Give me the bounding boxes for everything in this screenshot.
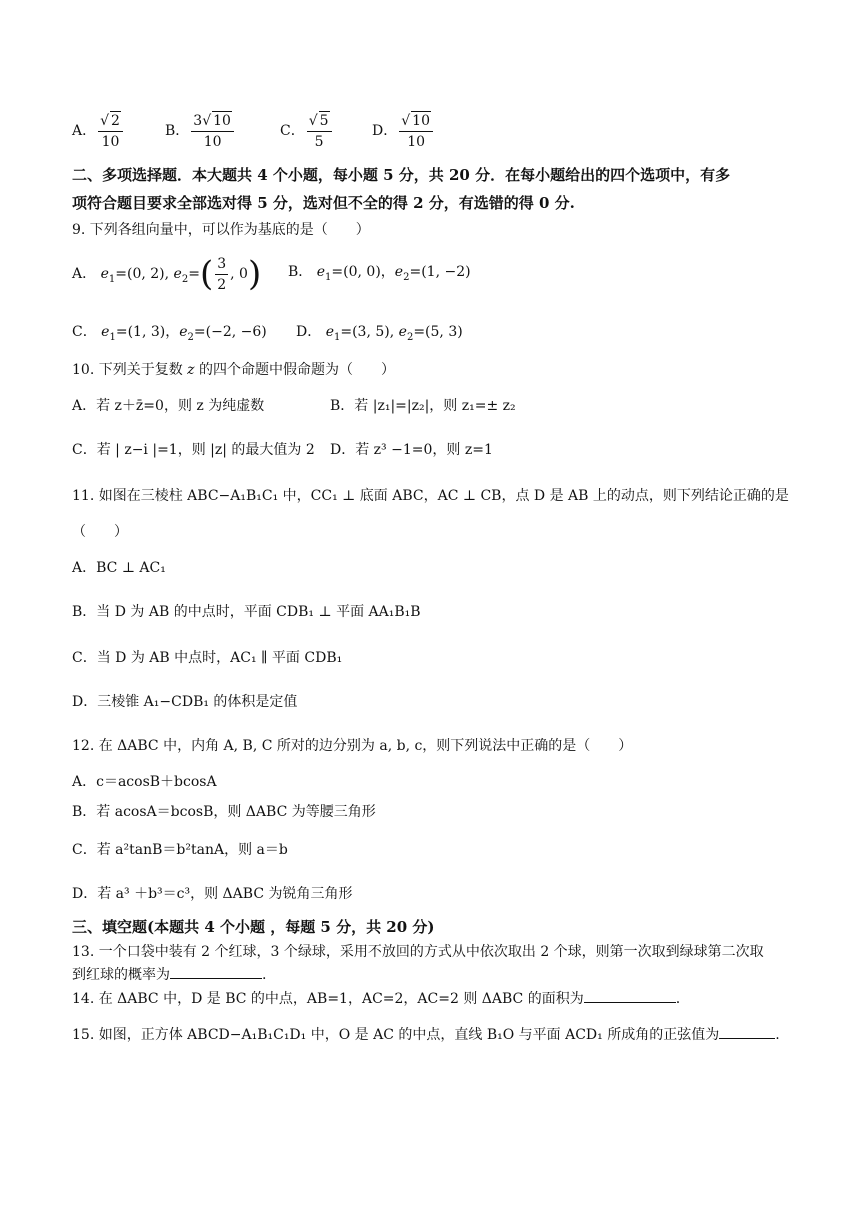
q13-answer-blank[interactable]	[170, 964, 262, 979]
q11-option-b: B．当 D 为 AB 的中点时，平面 CDB₁ ⊥ 平面 AA₁B₁B	[72, 604, 421, 620]
q8-option-a: A． $\frac{√ 2}{10}$	[72, 106, 125, 156]
q8-option-c: C． $\frac{√ 5}{5}$	[280, 106, 334, 156]
section3-heading: 三、填空题(本题共 4 个小题 ，每题 5 分，共 20 分)	[72, 918, 435, 936]
q10-option-a: A．若 z＋z̄=0，则 z 为纯虚数	[72, 398, 265, 414]
q10-option-c: C．若 | z−i |=1，则 |z| 的最大值为 2	[72, 442, 315, 458]
q14-line: 14. 在 ΔABC 中，D 是 BC 的中点，AB=1，AC=2，AC=2 则 ΔABC 的面积为 .	[72, 988, 680, 1009]
q10-stem: 10. 下列关于复数 z 的四个命题中假命题为（ ）	[72, 362, 396, 378]
q9-option-a: A． $e_1=(0$, 2), $e_2=$( $\frac{3}{2}$ , 0)	[72, 254, 262, 294]
q14-answer-blank[interactable]	[584, 988, 676, 1003]
q11-option-a: A．BC ⊥ AC₁	[72, 560, 166, 576]
q10-option-d: D．若 z³ −1=0，则 z=1	[330, 442, 493, 458]
q11-stem-line1: 11. 如图在三棱柱 ABC−A₁B₁C₁ 中，CC₁ ⊥ 底面 ABC，AC ⊥ CB，点 D 是 AB 上的动点，则下列结论正确的是	[72, 488, 789, 504]
q9-stem: 9. 下列各组向量中，可以作为基底的是（ ）	[72, 222, 370, 238]
q11-option-d: D．三棱锥 A₁−CDB₁ 的体积是定值	[72, 694, 298, 710]
q13-line2: 到红球的概率为 .	[72, 964, 266, 985]
q11-stem-line2: （ ）	[72, 524, 128, 540]
q12-option-d: D．若 a³ ＋b³＝c³，则 ΔABC 为锐角三角形	[72, 886, 353, 902]
section2-heading-line2: 项符合题目要求全部选对得 5 分，选对但不全的得 2 分，有选错的得 0 分.	[72, 194, 575, 212]
q9-option-d: D． $e_1=(3$, 5), $e_2=(5$, 3)	[296, 324, 463, 343]
section2-heading-line1: 二、多项选择题．本大题共 4 个小题，每小题 5 分，共 20 分．在每小题给出的四个选项中，有多	[72, 166, 731, 184]
q9-option-c: C． $e_1=(1$, 3)，$e_2=(-2$, −6)	[72, 324, 267, 343]
q9-option-b: B． $e_1=(0$, 0)，$e_2=(1$, −2)	[288, 264, 471, 283]
q8-option-b: B． $\frac{3√ 10}{10}$	[165, 106, 236, 156]
q11-option-c: C．当 D 为 AB 中点时，AC₁ ∥ 平面 CDB₁	[72, 650, 343, 666]
q12-option-c: C．若 a²tanB＝b²tanA，则 a＝b	[72, 842, 288, 858]
q12-option-a: A．c＝acosB＋bcosA	[72, 774, 217, 790]
q15-line: 15. 如图，正方体 ABCD−A₁B₁C₁D₁ 中，O 是 AC 的中点，直线 B₁O 与平面 ACD₁ 所成角的正弦值为 .	[72, 1024, 780, 1045]
q10-option-b: B．若 |z₁|=|z₂|，则 z₁=± z₂	[330, 398, 516, 414]
q12-stem: 12. 在 ΔABC 中，内角 A, B, C 所对的边分别为 a, b, c，则下列说法中正确的是（ ）	[72, 738, 633, 754]
q13-line1: 13. 一个口袋中装有 2 个红球，3 个绿球，采用不放回的方式从中依次取出 2 个球，则第一次取到绿球第二次取	[72, 944, 764, 960]
q15-answer-blank[interactable]	[719, 1024, 775, 1039]
q12-option-b: B．若 acosA＝bcosB，则 ΔABC 为等腰三角形	[72, 804, 376, 820]
q8-option-d: D． $\frac{√ 10}{10}$	[372, 106, 435, 156]
